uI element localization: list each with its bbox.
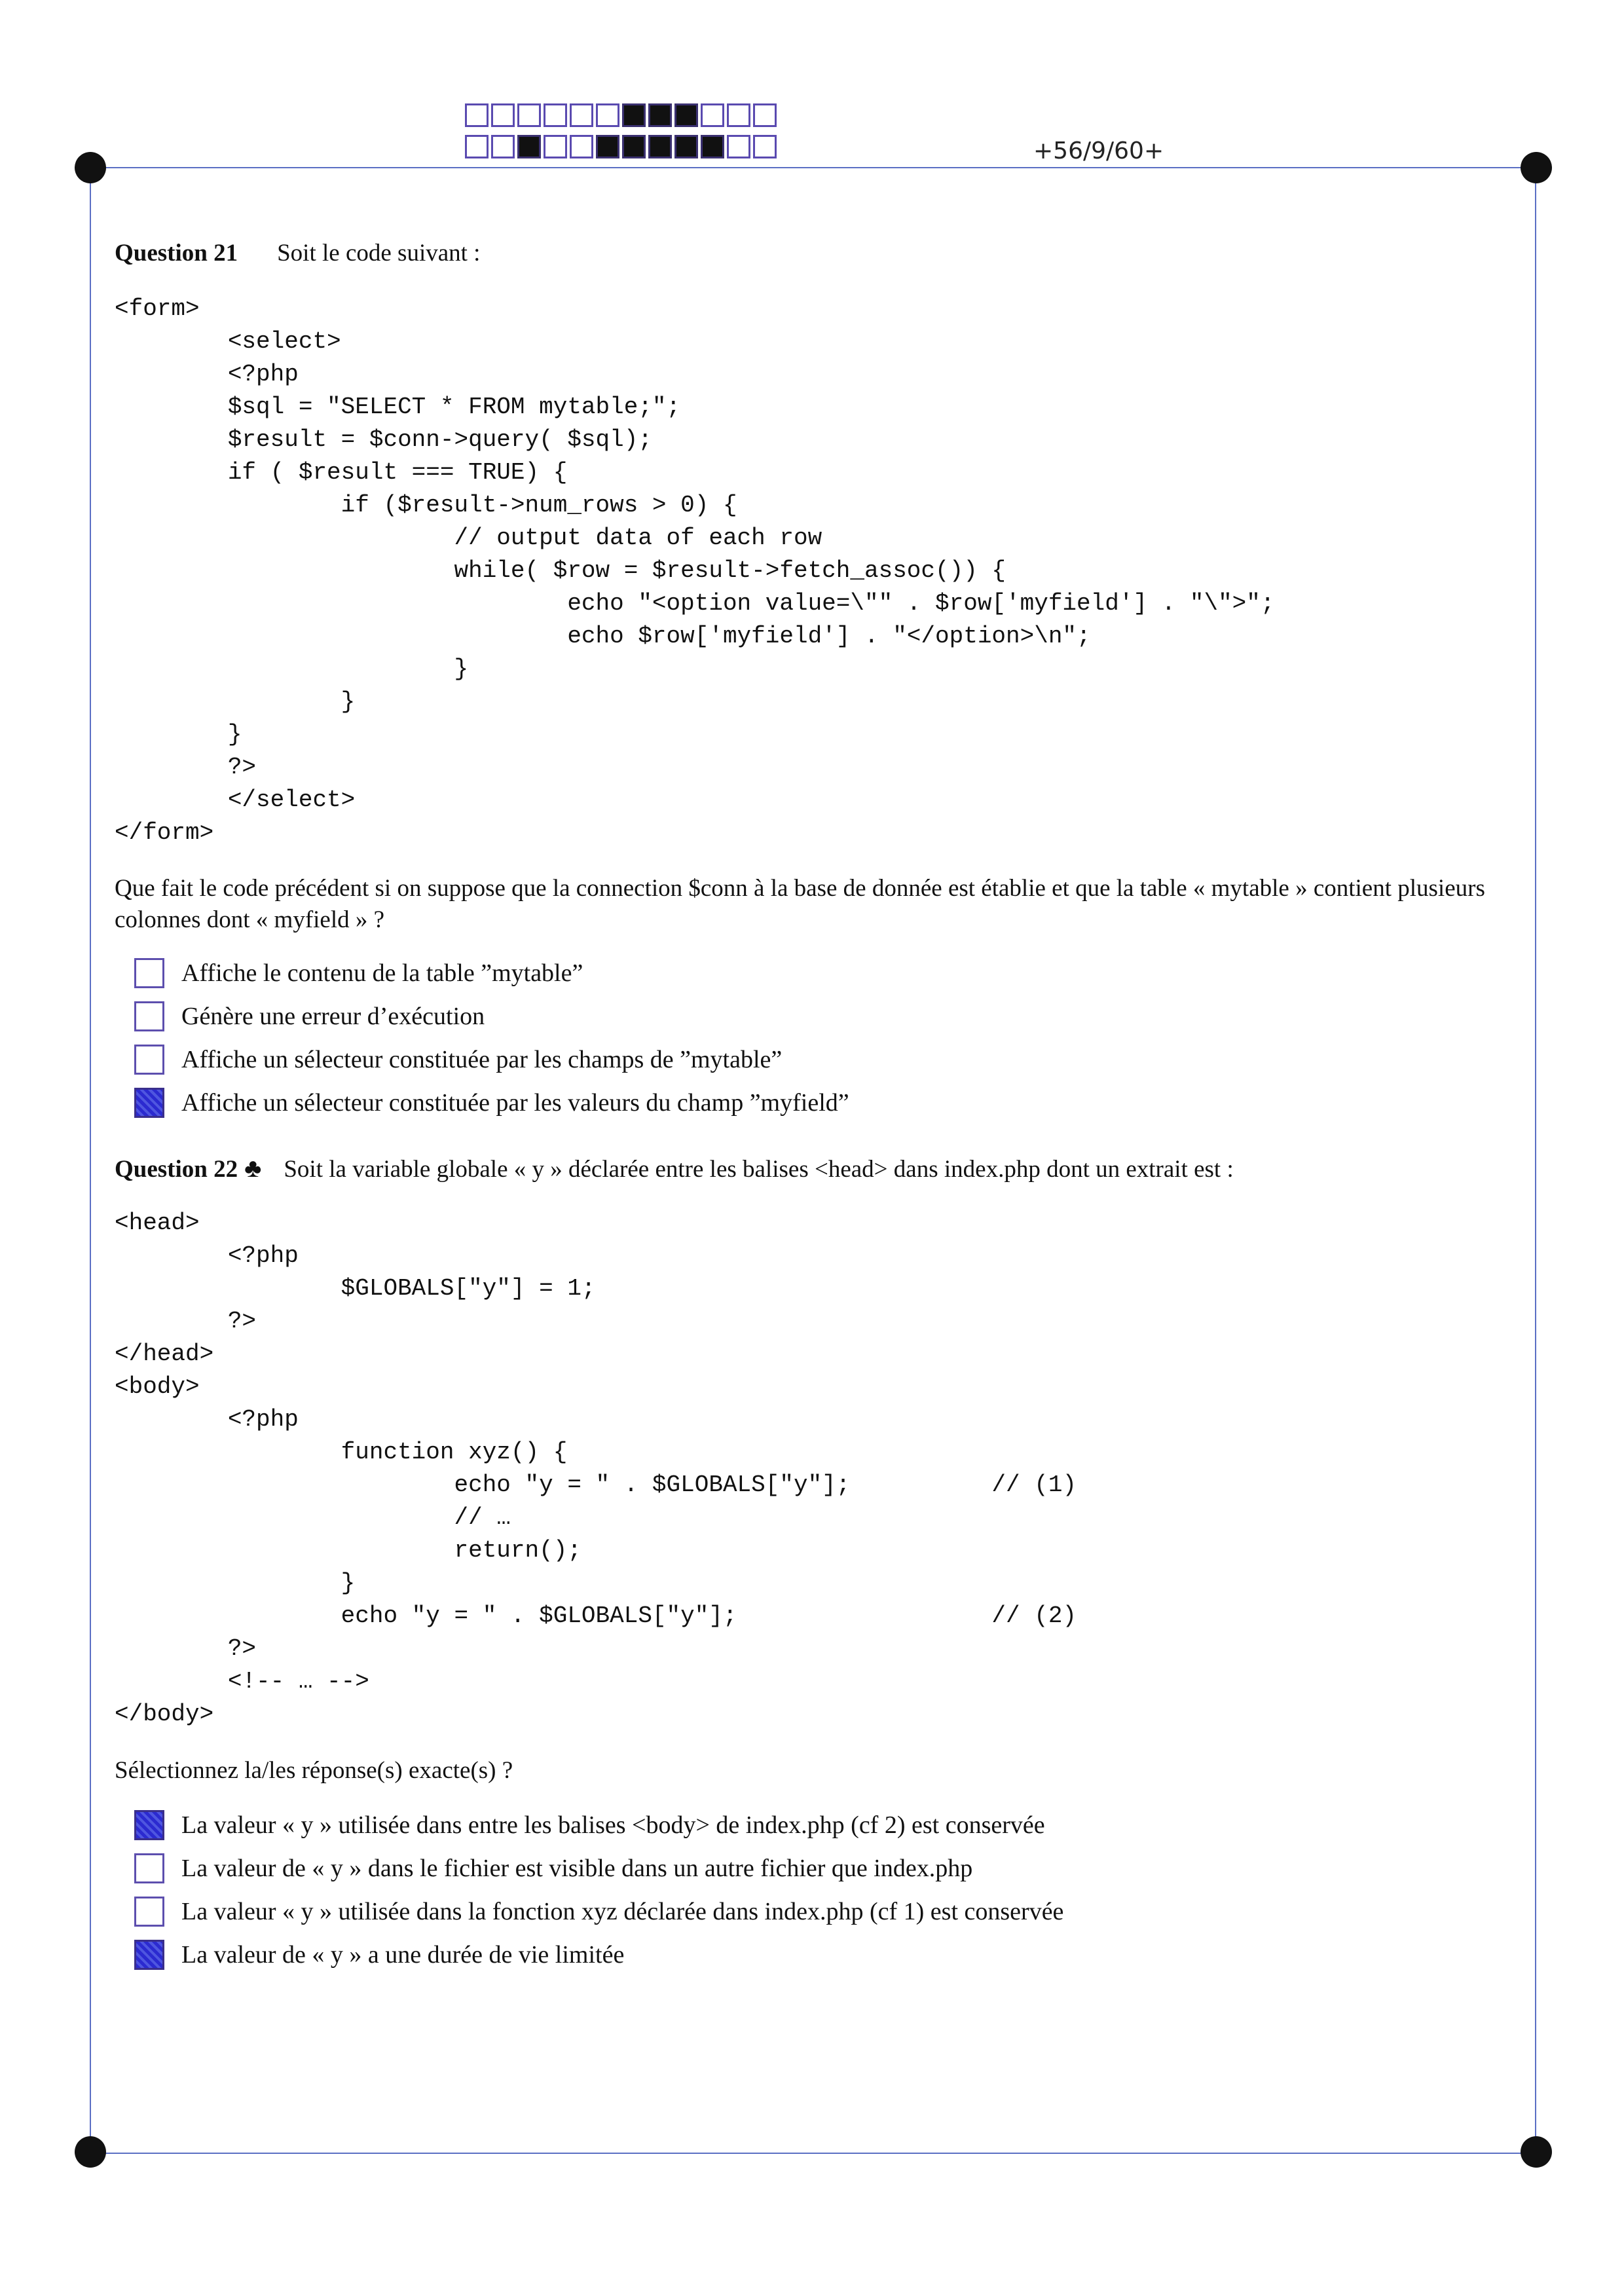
barcode-cell: [648, 135, 672, 158]
barcode-cell: [465, 135, 489, 158]
answer-checkbox[interactable]: [134, 958, 164, 988]
barcode-cell: [701, 135, 724, 158]
answer-label: Affiche un sélecteur constituée par les valeurs du champ ”myfield”: [181, 1089, 849, 1117]
barcode-cell: [517, 135, 541, 158]
barcode-cell: [727, 103, 750, 127]
answer-list-22: [134, 1804, 1063, 1976]
question-22-text: Sélectionnez la/les réponse(s) exacte(s) ?: [115, 1757, 513, 1784]
barcode-row: [465, 135, 779, 158]
answer-label: La valeur de « y » dans le fichier est visible dans un autre fichier que index.php: [181, 1855, 973, 1882]
question-21-text: Que fait le code précédent si on suppose que la connection $conn à la base de donnée est établie et que la table « mytable » contient plusieurs colonnes dont « myfield » ?: [115, 875, 1485, 933]
answer-checkbox[interactable]: [134, 1897, 164, 1927]
barcode-cell: [753, 103, 777, 127]
club-icon: ♣: [244, 1153, 262, 1183]
barcode-cell: [648, 103, 672, 127]
answer-option[interactable]: [134, 1804, 1063, 1847]
answer-label: La valeur « y » utilisée dans entre les balises <body> de index.php (cf 2) est conservée: [181, 1811, 1045, 1839]
answer-label: Affiche le contenu de la table ”mytable”: [181, 959, 583, 987]
answer-checkbox[interactable]: [134, 1810, 164, 1840]
answer-option[interactable]: [134, 1847, 1063, 1890]
answer-checkbox[interactable]: [134, 1940, 164, 1970]
question-21-header: [115, 239, 480, 267]
answer-label: La valeur « y » utilisée dans la fonction xyz déclarée dans index.php (cf 1) est conservée: [181, 1898, 1064, 1925]
code-block-21: <form> <select> <?php $sql = "SELECT * FROM mytable;"; $result = $conn->query( $sql); if ( $result === TRUE) { if ($result->num_rows > 0) { // output data of each row while( $row = $result->fetch_assoc()) { echo "<option value=\"" . $row['myfield'] . "\">"; echo $row['myfield'] . "</option>\n"; } } } ?> </select> </form>: [115, 295, 1275, 846]
answer-label: La valeur de « y » a une durée de vie limitée: [181, 1941, 625, 1969]
page-id: +56/9/60+: [1033, 138, 1164, 164]
code-block-22: <head> <?php $GLOBALS["y"] = 1; ?> </head> <body> <?php function xyz() { echo "y = " . $GLOBALS["y"]; // (1) // … return(); } echo "y = " . $GLOBALS["y"]; // (2) ?> <!-- … --> </body>: [115, 1210, 1077, 1728]
question-number: Question 22: [115, 1156, 238, 1183]
barcode-cell: [622, 135, 646, 158]
answer-label: Affiche un sélecteur constituée par les champs de ”mytable”: [181, 1046, 783, 1073]
barcode-cell: [674, 135, 698, 158]
answer-checkbox[interactable]: [134, 1088, 164, 1118]
corner-mark-bottom-left: [75, 2136, 106, 2168]
barcode-cell: [701, 103, 724, 127]
answer-option[interactable]: [134, 1890, 1063, 1933]
barcode-cell: [491, 103, 515, 127]
corner-mark-top-left: [75, 152, 106, 183]
barcode-cell: [727, 135, 750, 158]
answer-option[interactable]: [134, 1038, 849, 1081]
answer-option[interactable]: [134, 995, 849, 1038]
question-22-header: [115, 1153, 1234, 1183]
barcode-cell: [517, 103, 541, 127]
barcode-row: [465, 103, 779, 127]
answer-option[interactable]: [134, 1933, 1063, 1976]
barcode-cell: [596, 103, 619, 127]
question-prompt: Soit le code suivant :: [277, 240, 481, 267]
question-prompt: Soit la variable globale « y » déclarée entre les balises <head> dans index.php dont un extrait est :: [284, 1156, 1234, 1183]
barcode-cell: [674, 103, 698, 127]
barcode-cell: [570, 135, 593, 158]
barcode-cell: [622, 103, 646, 127]
answer-checkbox[interactable]: [134, 1001, 164, 1031]
barcode-cell: [544, 103, 567, 127]
answer-checkbox[interactable]: [134, 1853, 164, 1883]
answer-list-21: [134, 952, 849, 1124]
barcode-cell: [544, 135, 567, 158]
barcode-cell: [596, 135, 619, 158]
question-number: Question 21: [115, 240, 238, 267]
answer-option[interactable]: [134, 1081, 849, 1124]
barcode-cell: [491, 135, 515, 158]
answer-checkbox[interactable]: [134, 1045, 164, 1075]
corner-mark-bottom-right: [1521, 2136, 1552, 2168]
answer-option[interactable]: [134, 952, 849, 995]
barcode-cell: [465, 103, 489, 127]
barcode-cell: [753, 135, 777, 158]
barcode-cell: [570, 103, 593, 127]
answer-label: Génère une erreur d’exécution: [181, 1003, 485, 1030]
corner-mark-top-right: [1521, 152, 1552, 183]
